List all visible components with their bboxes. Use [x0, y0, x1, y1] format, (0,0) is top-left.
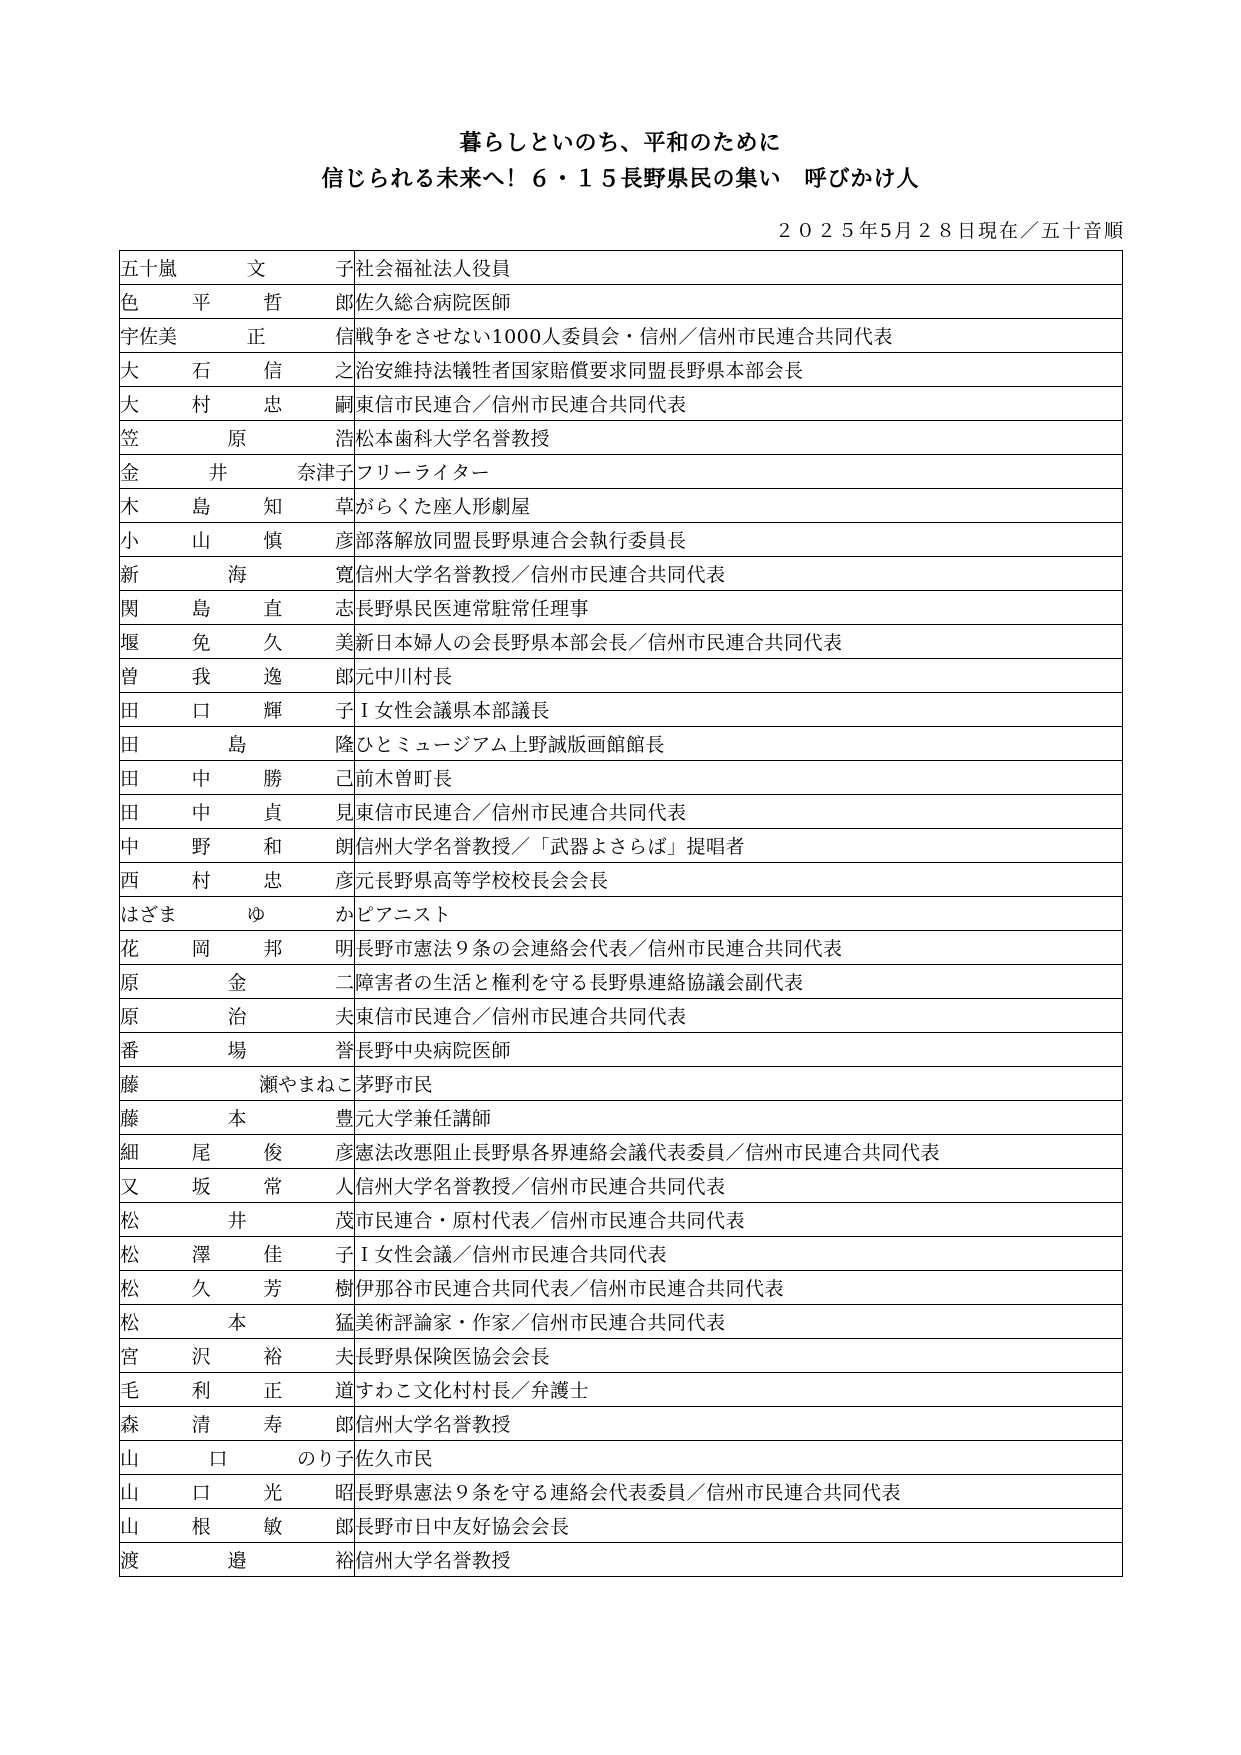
affiliation-cell: Ｉ女性会議／信州市民連合共同代表: [355, 1237, 1123, 1271]
person-name: 関 島 直 志: [120, 598, 354, 620]
table-row: [120, 421, 1123, 455]
person-name: 田 口 輝 子: [120, 700, 354, 722]
person-name: 色 平 哲 郎: [120, 292, 354, 314]
affiliation-cell: 元大学兼任講師: [355, 1101, 1123, 1135]
name-cell: [120, 1203, 355, 1237]
person-name: 堰 免 久 美: [120, 632, 354, 654]
name-cell: [120, 863, 355, 897]
affiliation-cell: がらくた座人形劇屋: [355, 489, 1123, 523]
name-cell: [120, 1033, 355, 1067]
affiliation-cell: 信州大学名誉教授: [355, 1543, 1123, 1577]
name-cell: [120, 1305, 355, 1339]
person-name: 原 治 夫: [120, 1006, 354, 1028]
affiliation-cell: 松本歯科大学名誉教授: [355, 421, 1123, 455]
affiliation-cell: 東信市民連合／信州市民連合共同代表: [355, 999, 1123, 1033]
affiliation-cell: 伊那谷市民連合共同代表／信州市民連合共同代表: [355, 1271, 1123, 1305]
name-cell: [120, 1509, 355, 1543]
person-name: 五十嵐 文 子: [120, 258, 354, 280]
name-cell: [120, 591, 355, 625]
affiliation-cell: 長野市憲法９条の会連絡会代表／信州市民連合共同代表: [355, 931, 1123, 965]
person-name: 田 島 隆: [120, 734, 354, 756]
person-name: 花 岡 邦 明: [120, 938, 354, 960]
name-cell: [120, 1271, 355, 1305]
table-row: [120, 353, 1123, 387]
affiliation-cell: 元中川村長: [355, 659, 1123, 693]
table-row: [120, 557, 1123, 591]
person-name: 原 金 二: [120, 972, 354, 994]
name-cell: [120, 319, 355, 353]
name-cell: [120, 1475, 355, 1509]
person-name: 田 中 貞 見: [120, 802, 354, 824]
affiliation-cell: 長野県憲法９条を守る連絡会代表委員／信州市民連合共同代表: [355, 1475, 1123, 1509]
affiliation-cell: 長野県民医連常駐常任理事: [355, 591, 1123, 625]
dateline: ２０２５年5月２８日現在／五十音順: [774, 220, 1125, 242]
affiliation-cell: ひとミュージアム上野誠版画館館長: [355, 727, 1123, 761]
table-row: [120, 931, 1123, 965]
affiliation-cell: 信州大学名誉教授: [355, 1407, 1123, 1441]
affiliation-cell: ピアニスト: [355, 897, 1123, 931]
name-cell: [120, 829, 355, 863]
affiliation-cell: 社会福祉法人役員: [355, 251, 1123, 285]
name-cell: [120, 353, 355, 387]
name-cell: [120, 897, 355, 931]
person-name: 森 清 寿 郎: [120, 1414, 354, 1436]
affiliation-cell: Ｉ女性会議県本部議長: [355, 693, 1123, 727]
table-row: [120, 1373, 1123, 1407]
person-name: 毛 利 正 道: [120, 1380, 354, 1402]
name-cell: [120, 999, 355, 1033]
person-name: 又 坂 常 人: [120, 1176, 354, 1198]
name-cell: [120, 251, 355, 285]
table-row: [120, 829, 1123, 863]
table-row: [120, 761, 1123, 795]
name-cell: [120, 625, 355, 659]
affiliation-cell: すわこ文化村村長／弁護士: [355, 1373, 1123, 1407]
affiliation-cell: 前木曽町長: [355, 761, 1123, 795]
name-cell: [120, 1441, 355, 1475]
affiliation-cell: 佐久市民: [355, 1441, 1123, 1475]
person-name: 番 場 誉: [120, 1040, 354, 1062]
caller-table: [119, 250, 1123, 1577]
table-row: [120, 1101, 1123, 1135]
affiliation-cell: 部落解放同盟長野県連合会執行委員長: [355, 523, 1123, 557]
table-row: [120, 285, 1123, 319]
table-row: [120, 1543, 1123, 1577]
person-name: 細 尾 俊 彦: [120, 1142, 354, 1164]
affiliation-cell: 信州大学名誉教授／信州市民連合共同代表: [355, 557, 1123, 591]
person-name: 新 海 寛: [120, 564, 354, 586]
table-row: [120, 489, 1123, 523]
title-line-2: 信じられる未来へ！６・１５長野県民の集い 呼びかけ人: [321, 167, 920, 192]
person-name: 松 久 芳 樹: [120, 1278, 354, 1300]
name-cell: [120, 761, 355, 795]
person-name: 松 澤 佳 子: [120, 1244, 354, 1266]
table-row: [120, 727, 1123, 761]
table-row: [120, 1067, 1123, 1101]
person-name: 金 井 奈津子: [120, 462, 354, 484]
person-name: はざま ゆ か: [120, 904, 354, 926]
table-row: [120, 625, 1123, 659]
affiliation-cell: フリーライター: [355, 455, 1123, 489]
affiliation-cell: 障害者の生活と権利を守る長野県連絡協議会副代表: [355, 965, 1123, 999]
person-name: 松 本 猛: [120, 1312, 354, 1334]
name-cell: [120, 421, 355, 455]
name-cell: [120, 1407, 355, 1441]
table-row: [120, 999, 1123, 1033]
name-cell: [120, 1067, 355, 1101]
affiliation-cell: 長野中央病院医師: [355, 1033, 1123, 1067]
name-cell: [120, 693, 355, 727]
table-row: [120, 455, 1123, 489]
table-row: [120, 1271, 1123, 1305]
table-row: [120, 897, 1123, 931]
table-row: [120, 1033, 1123, 1067]
person-name: 山 根 敏 郎: [120, 1516, 354, 1538]
table-row: [120, 1169, 1123, 1203]
name-cell: [120, 557, 355, 591]
table-row: [120, 1441, 1123, 1475]
name-cell: [120, 489, 355, 523]
affiliation-cell: 治安維持法犠牲者国家賠償要求同盟長野県本部会長: [355, 353, 1123, 387]
affiliation-cell: 新日本婦人の会長野県本部会長／信州市民連合共同代表: [355, 625, 1123, 659]
affiliation-cell: 美術評論家・作家／信州市民連合共同代表: [355, 1305, 1123, 1339]
affiliation-cell: 元長野県高等学校校長会会長: [355, 863, 1123, 897]
name-cell: [120, 659, 355, 693]
name-cell: [120, 727, 355, 761]
name-cell: [120, 965, 355, 999]
affiliation-cell: 信州大学名誉教授／「武器よさらば」提唱者: [355, 829, 1123, 863]
table-row: [120, 965, 1123, 999]
person-name: 山 口 のり子: [120, 1448, 354, 1470]
name-cell: [120, 523, 355, 557]
table-row: [120, 1475, 1123, 1509]
name-cell: [120, 1135, 355, 1169]
table-row: [120, 693, 1123, 727]
person-name: 曽 我 逸 郎: [120, 666, 354, 688]
name-cell: [120, 795, 355, 829]
table-row: [120, 251, 1123, 285]
table-row: [120, 591, 1123, 625]
person-name: 木 島 知 草: [120, 496, 354, 518]
name-cell: [120, 285, 355, 319]
name-cell: [120, 387, 355, 421]
person-name: 中 野 和 朗: [120, 836, 354, 858]
person-name: 藤 本 豊: [120, 1108, 354, 1130]
affiliation-cell: 戦争をさせない1000人委員会・信州／信州市民連合共同代表: [355, 319, 1123, 353]
person-name: 松 井 茂: [120, 1210, 354, 1232]
name-cell: [120, 1543, 355, 1577]
person-name: 西 村 忠 彦: [120, 870, 354, 892]
person-name: 笠 原 浩: [120, 428, 354, 450]
table-row: [120, 659, 1123, 693]
person-name: 宮 沢 裕 夫: [120, 1346, 354, 1368]
name-cell: [120, 1373, 355, 1407]
affiliation-cell: 佐久総合病院医師: [355, 285, 1123, 319]
affiliation-cell: 東信市民連合／信州市民連合共同代表: [355, 387, 1123, 421]
person-name: 田 中 勝 己: [120, 768, 354, 790]
table-row: [120, 1509, 1123, 1543]
table-row: [120, 523, 1123, 557]
table-row: [120, 863, 1123, 897]
affiliation-cell: 信州大学名誉教授／信州市民連合共同代表: [355, 1169, 1123, 1203]
table-row: [120, 1237, 1123, 1271]
table-row: [120, 387, 1123, 421]
affiliation-cell: 長野県保険医協会会長: [355, 1339, 1123, 1373]
name-cell: [120, 1339, 355, 1373]
affiliation-cell: 憲法改悪阻止長野県各界連絡会議代表委員／信州市民連合共同代表: [355, 1135, 1123, 1169]
person-name: 大 石 信 之: [120, 360, 354, 382]
person-name: 大 村 忠 嗣: [120, 394, 354, 416]
name-cell: [120, 1101, 355, 1135]
affiliation-cell: 長野市日中友好協会会長: [355, 1509, 1123, 1543]
affiliation-cell: 市民連合・原村代表／信州市民連合共同代表: [355, 1203, 1123, 1237]
name-cell: [120, 1237, 355, 1271]
table-row: [120, 1339, 1123, 1373]
person-name: 渡 邉 裕: [120, 1550, 354, 1572]
person-name: 小 山 慎 彦: [120, 530, 354, 552]
table-row: [120, 795, 1123, 829]
table-row: [120, 319, 1123, 353]
title-line-1: 暮らしといのち、平和のために: [459, 131, 782, 156]
person-name: 宇佐美 正 信: [120, 326, 354, 348]
table-row: [120, 1203, 1123, 1237]
affiliation-cell: 茅野市民: [355, 1067, 1123, 1101]
affiliation-cell: 東信市民連合／信州市民連合共同代表: [355, 795, 1123, 829]
name-cell: [120, 931, 355, 965]
person-name: 山 口 光 昭: [120, 1482, 354, 1504]
table-row: [120, 1407, 1123, 1441]
table-row: [120, 1135, 1123, 1169]
name-cell: [120, 1169, 355, 1203]
table-row: [120, 1305, 1123, 1339]
name-cell: [120, 455, 355, 489]
person-name: 藤 瀬やまねこ: [120, 1074, 354, 1096]
caller-table-body: [120, 251, 1123, 1577]
